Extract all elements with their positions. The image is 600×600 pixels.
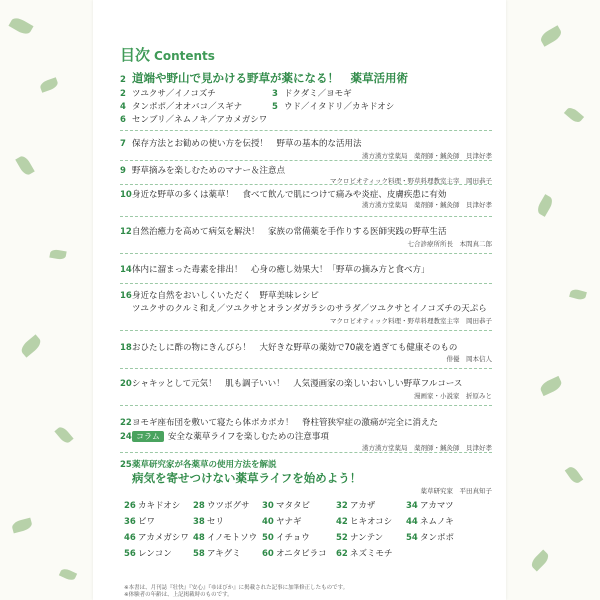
author: 俳優 岡本信人 [446,355,492,363]
author: 漢方漢方堂薬局 薬剤師・鍼灸師 貝津好孝 [362,152,492,160]
divider [120,130,492,131]
toc-subitem[interactable]: 3 ドクダミ／ヨモギ [272,89,352,99]
author: 漢方漢方堂薬局 薬剤師・鍼灸師 貝津好孝 [362,201,492,209]
divider [120,452,492,453]
plant-item[interactable]: 56 レンコン [124,549,172,559]
toc-entry[interactable]: 9 野草摘みを楽しむためのマナー＆注意点 [120,166,286,176]
toc-entry[interactable]: 10身近な野草の多くは薬草！ 食べて飲んで肌につけて痛みや炎症、皮膚疾患に有効 [120,190,447,200]
divider [120,330,492,331]
toc-entry[interactable]: 16身近な自然をおいしくいただく 野草美味レシピ [120,291,319,301]
divider [120,184,492,185]
page-title: 目次 Contents [120,46,215,64]
footnote: ※本書は、月刊誌『壮快』『安心』『ゆほびか』に掲載された記事に加筆修正したものです。 ※体験者の年齢は、上記掲載時のものです。 [124,585,349,598]
plant-item[interactable]: 34 アカマツ [406,501,454,511]
divider [120,160,492,161]
toc-subitem[interactable]: 6 センブリ／ネムノキ／アカメガシワ [120,115,268,125]
toc-entry[interactable]: 22ヨモギ座布団を敷いて寝たら体ポカポカ！ 脊柱管狭窄症の激痛が完全に消えた [120,418,439,428]
author: 漢方漢方堂薬局 薬剤師・鍼灸師 貝津好孝 [362,444,492,452]
plant-item[interactable]: 30 マタタビ [262,501,311,511]
toc-entry[interactable]: 18おひたしに酢の物にきんぴら！ 大好きな野草の薬効で70歳を過ぎても健康そのもの [120,343,458,353]
column-badge: コラム [132,431,164,442]
plant-item[interactable]: 52 ナンテン [336,533,384,543]
plant-item[interactable]: 36 ビワ [124,517,156,527]
toc-subitem[interactable]: 2 ツユクサ／イノコズチ [120,89,216,99]
toc-entry[interactable]: 2 道端や野山で見かける野草が薬になる！ 薬草活用術 [120,71,408,85]
toc-entry[interactable]: 7 保存方法とお勧めの使い方を伝授！ 野草の基本的な活用法 [120,139,362,149]
author: マクロビオティック料理・野草料理教室主宰 岡田恭子 [330,317,492,325]
toc-entry[interactable]: 24 コラム 安全な薬草ライフを楽しむための注意事項 [120,432,329,442]
plant-item[interactable]: 62 ネズミモチ [336,549,393,559]
toc-entry[interactable]: 14体内に溜まった毒素を排出！ 心身の癒し効果大！「野草の摘み方と食べ方」 [120,265,430,275]
plant-item[interactable]: 44 ネムノキ [406,517,454,527]
divider [120,216,492,217]
plant-item[interactable]: 42 ヒキオコシ [336,517,393,527]
plant-item[interactable]: 60 オニタビラコ [262,549,327,559]
plant-item[interactable]: 38 セリ [193,517,225,527]
plant-item[interactable]: 46 アカメガシワ [124,533,189,543]
plant-item[interactable]: 58 アキグミ [193,549,241,559]
toc-entry[interactable]: 12自然治癒力を高めて病気を解決！ 家族の常備薬を手作りする医師実践の野草生活 [120,227,447,237]
plant-item[interactable]: 28 ウツボグサ [193,501,250,511]
toc-subitem[interactable]: 5 ウド／イタドリ／カキドオシ [272,102,395,112]
author: マクロビオティック料理・野草料理教室主宰 岡田恭子 [330,177,492,185]
author: 七合診療所所長 本間真二郎 [407,240,492,248]
toc-entry[interactable]: 25薬草研究家が各薬草の使用方法を解説 [120,460,277,470]
plant-item[interactable]: 40 ヤナギ [262,517,302,527]
divider [120,405,492,406]
plant-item[interactable]: 50 イチョウ [262,533,310,543]
divider [120,283,492,284]
toc-subitem[interactable]: ツユクサのクルミ和え／ツユクサとオランダガラシのサラダ／ツユクサとイノコズチの天ぷら [132,304,487,314]
divider [120,253,492,254]
toc-entry-subtitle: 病気を寄せつけない薬草ライフを始めよう！ [132,471,362,485]
author: 薬草研究家 平田真知子 [420,487,492,495]
plant-item[interactable]: 26 カキドオシ [124,501,181,511]
author: 漫画家・小説家 折原みと [414,392,492,400]
divider [120,368,492,369]
plant-item[interactable]: 48 イノモトソウ [193,533,258,543]
toc-subitem[interactable]: 4 タンポポ／オオバコ／スギナ [120,102,243,112]
plant-item[interactable]: 54 タンポポ [406,533,455,543]
plant-item[interactable]: 32 アカザ [336,501,376,511]
toc-entry[interactable]: 20シャキッとして元気！ 肌も調子いい！ 人気漫画家の楽しいおいしい野草フルコース [120,379,463,389]
